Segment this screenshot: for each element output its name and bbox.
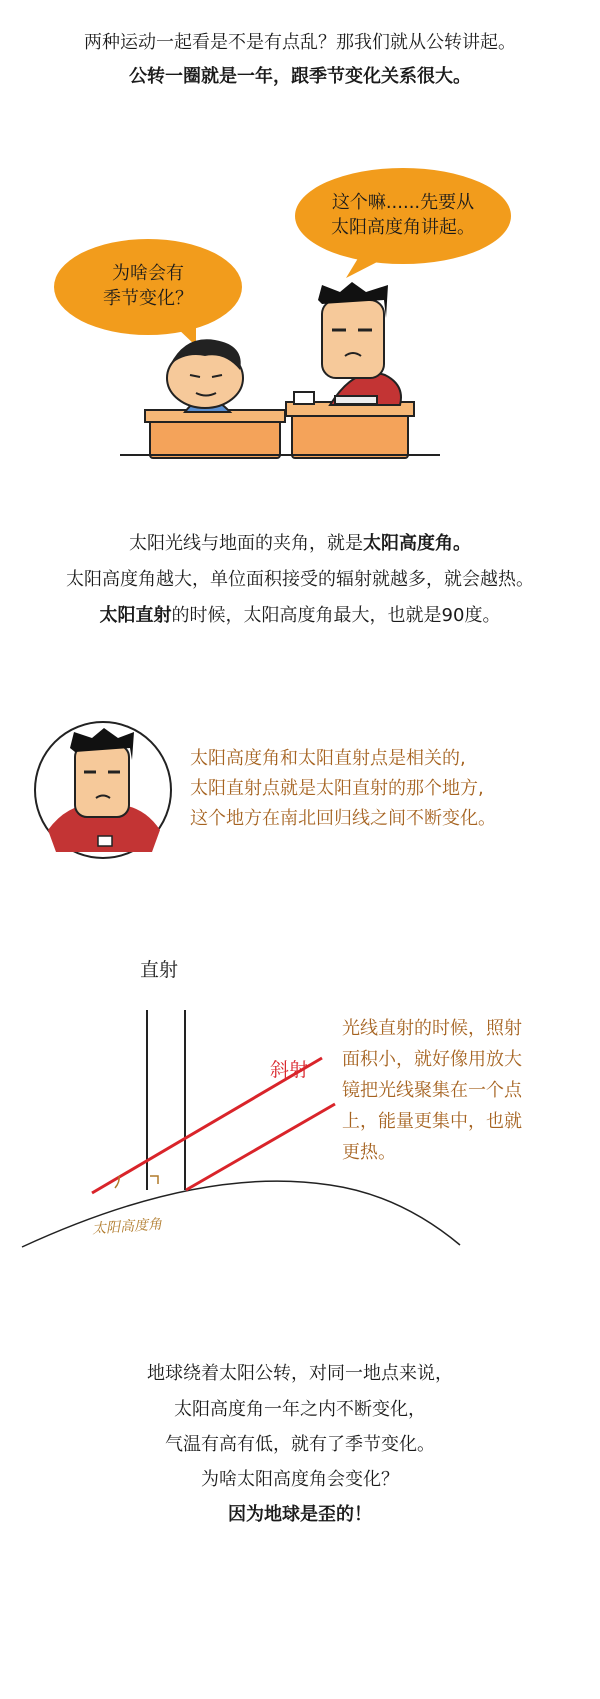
teacher-note-line-1: 太阳高度角和太阳直射点是相关的, (190, 748, 466, 769)
conclusion-line-5: 因为地球是歪的！ (228, 1504, 372, 1525)
angle-label: 太阳高度角 (91, 1216, 163, 1238)
diagram-note (342, 1013, 592, 1168)
intro-line-2: 公转一圈就是一年，跟季节变化关系很大。 (129, 66, 471, 87)
student-bubble-line-1: 为啥会有 (112, 263, 184, 284)
teacher-bubble-line-2: 太阳高度角讲起。 (331, 217, 475, 238)
ground-arc (22, 1181, 460, 1247)
teacher-note-line-2: 太阳直射点就是太阳直射的那个地方, (190, 778, 484, 799)
conclusion-line-2: 太阳高度角一年之内不断变化， (174, 1399, 426, 1420)
diagram-note-line-5: 更热。 (342, 1142, 396, 1163)
conclusion-line-1: 地球绕着太阳公转，对同一地点来说， (147, 1363, 453, 1384)
diagram-note-line-2: 面积小，就好像用放大 (342, 1049, 522, 1070)
definition-line-1-term: 太阳高度角。 (363, 533, 471, 554)
intro-line-1: 两种运动一起看是不是有点乱？那我们就从公转讲起。 (84, 32, 516, 53)
conclusion-line-3: 气温有高有低，就有了季节变化。 (165, 1434, 435, 1455)
diagram-note-line-1: 光线直射的时候，照射 (342, 1018, 522, 1039)
definition-line-2: 太阳高度角越大，单位面积接受的辐射就越多，就会越热。 (66, 569, 534, 590)
direct-label: 直射 (140, 959, 179, 981)
conclusion-line-4: 为啥太阳高度角会变化？ (201, 1469, 399, 1490)
definition-line-1-prefix: 太阳光线与地面的夹角，就是 (129, 533, 363, 554)
student-bubble-line-2: 季节变化？ (103, 288, 193, 309)
oblique-ray-lower (186, 1104, 335, 1190)
diagram-note-line-3: 镜把光线聚集在一个点 (342, 1080, 522, 1101)
definition-line-3-rest: 的时候，太阳高度角最大，也就是90度。 (171, 605, 501, 626)
oblique-label: 斜射 (270, 1059, 309, 1081)
teacher-note-line-3: 这个地方在南北回归线之间不断变化。 (190, 808, 496, 829)
teacher-bubble-line-1: 这个嘛......先要从 (331, 192, 475, 213)
definition-line-3-term: 太阳直射 (99, 605, 172, 626)
diagram-note-line-4: 上，能量更集中，也就 (342, 1111, 522, 1132)
